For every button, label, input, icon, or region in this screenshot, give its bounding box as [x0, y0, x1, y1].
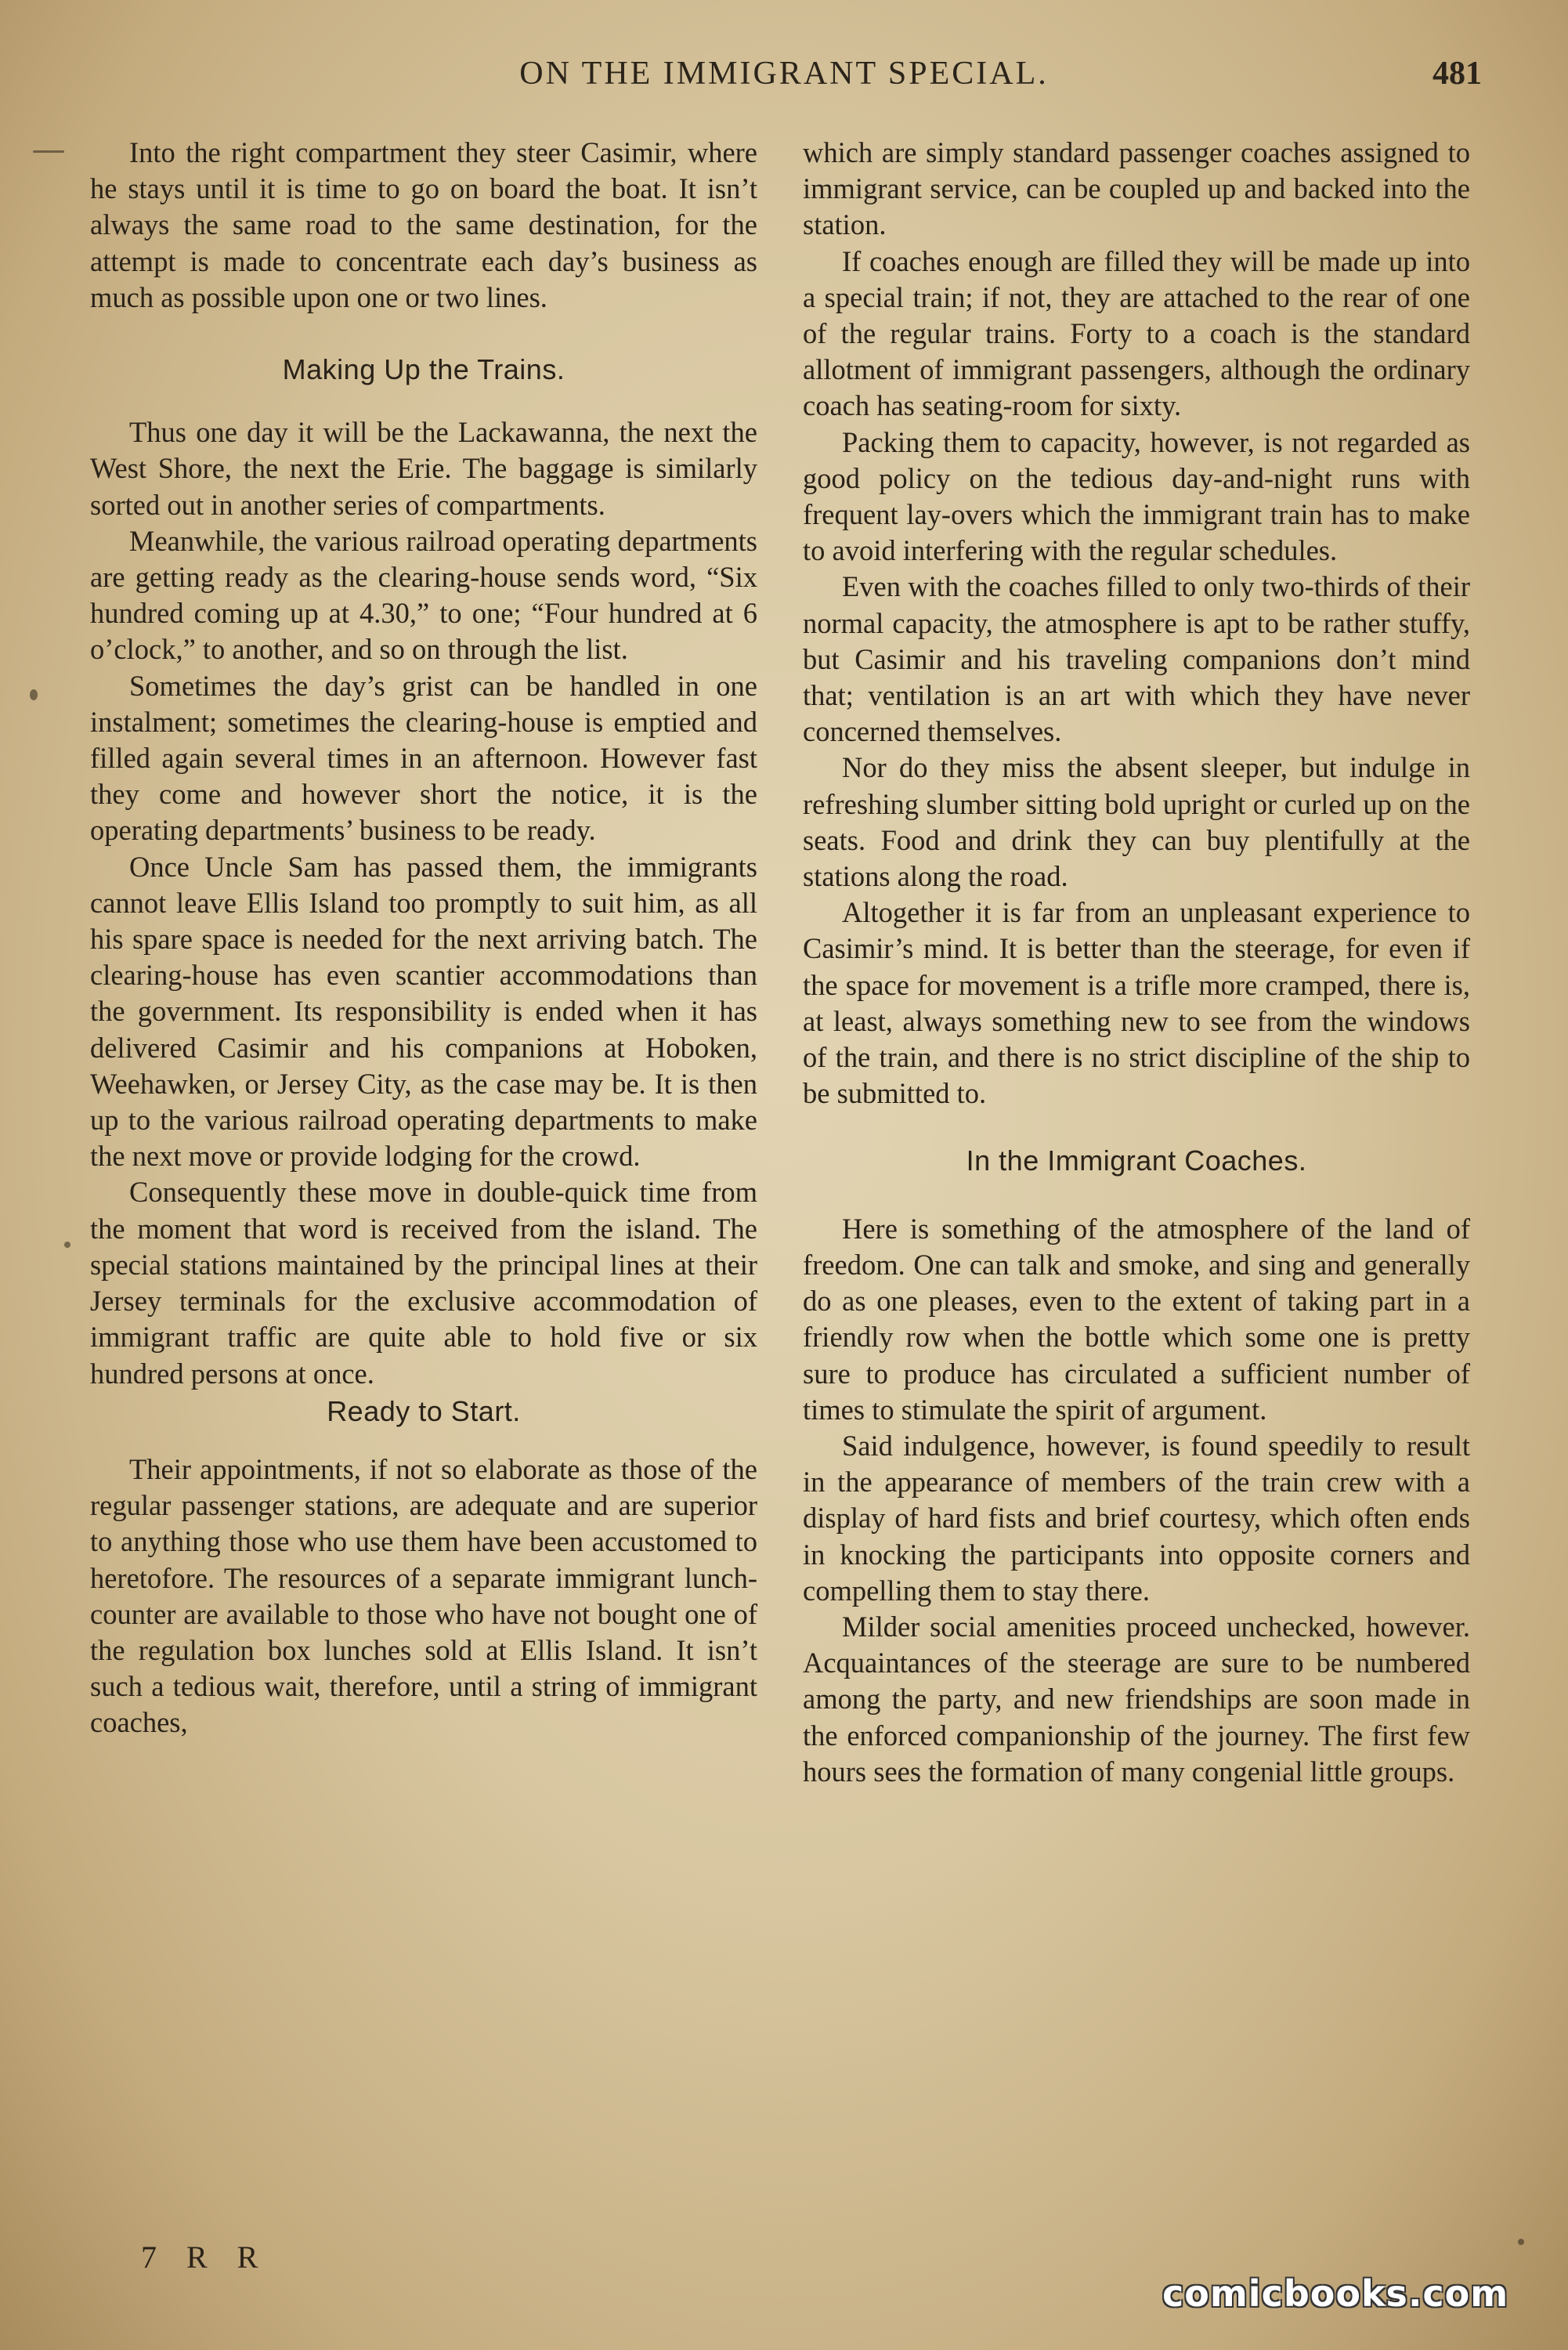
watermark-text: comicbooks.com: [1162, 2272, 1509, 2315]
left-column: [90, 135, 757, 1741]
right-column: [803, 135, 1470, 1790]
paragraph: Consequently these move in double-quick time from the moment that word is received from the island. The special stations maintained by the principal lines at their Jersey terminals for the exclusive accommodation of immigrant traffic are quite able to hold five or six hundred persons at once.: [90, 1176, 757, 1390]
ink-speck: [64, 1242, 70, 1248]
paragraph: Their appointments, if not so elaborate as those of the regular passenger stations, are adequate and are superior to anything those who use them have been accustomed to heretofore. The resources of a separate immigrant lunch-counter are available to those who have not bought one of the regulation box lunches sold at Ellis Island. It isn’t such a tedious wait, therefore, until a string of immigrant coaches,: [90, 1452, 757, 1739]
paragraph: Said indulgence, however, is found speedily to result in the appearance of members of the train crew with a display of hard fists and brief courtesy, which often ends in knocking the participants into opposite corners and compelling them to stay there.: [803, 1429, 1470, 1607]
paragraph: Here is something of the atmosphere of the land of freedom. One can talk and smoke, and sing and generally do as one pleases, even to the extent of taking part in a friendly row when the bottle which some one is pretty sure to produce has circulated a sufficient number of times to stimulate the spirit of argument.: [803, 1212, 1470, 1426]
section-heading: In the Immigrant Coaches.: [966, 1144, 1307, 1177]
section-heading: Ready to Start.: [327, 1394, 521, 1427]
paragraph: Nor do they miss the absent sleeper, but indulge in refreshing slumber sitting bold upright or curled up on the seats. Food and drink they can buy plentifully at the stations along the road.: [803, 751, 1470, 893]
section-heading: Making Up the Trains.: [282, 353, 565, 386]
paragraph: Altogether it is far from an unpleasant experience to Casimir’s mind. It is better than the steerage, for even if the space for movement is a trifle more cramped, there is, at least, always something new to see from the windows of the train, and there is no strict discipline of the ship to be submitted to.: [803, 896, 1470, 1110]
ink-speck: [33, 150, 64, 153]
paragraph: Once Uncle Sam has passed them, the immigrants cannot leave Ellis Island too promptly to suit him, as all his spare space is needed for the next arriving batch. The clearing-house has even scantier accommodations than the government. Its responsibility is ended when it has delivered Casimir and his companions at Hoboken, Weehawken, or Jersey City, as the case may be. It is then up to the various railroad operating departments to make the next move or provide lodging for the crowd.: [90, 850, 757, 1173]
paragraph: If coaches enough are filled they will be made up into a special train; if not, they are attached to the rear of one of the regular trains. Forty to a coach is the standard allotment of immigrant passengers, although the ordinary coach has seating-room for sixty.: [803, 244, 1470, 422]
running-title: ON THE IMMIGRANT SPECIAL.: [519, 56, 1049, 92]
paragraph: Into the right compartment they steer Casimir, where he stays until it is time to go on board the boat. It isn’t always the same road to the same destination, for the attempt is made to concentrate each day’s business as much as possible upon one or two lines.: [90, 136, 757, 313]
paragraph: Packing them to capacity, however, is not regarded as good policy on the tedious day-and-night runs with frequent lay-overs which the immigrant train has to make to avoid interfering with the regular schedules.: [803, 425, 1470, 567]
paragraph: Even with the coaches filled to only two-thirds of their normal capacity, the atmosphere is apt to be rather stuffy, but Casimir and his traveling companions don’t mind that; ventilation is an art with which they have never concerned themselves.: [803, 570, 1470, 748]
page-number: 481: [1433, 56, 1482, 92]
ink-speck: [1518, 2239, 1524, 2245]
paragraph: Thus one day it will be the Lackawanna, the next the West Shore, the next the Erie. The baggage is similarly sorted out in another series of compartments.: [90, 416, 757, 521]
paragraph: Sometimes the day’s grist can be handled in one instalment; sometimes the clearing-house is emptied and filled again several times in an afternoon. However fast they come and however short the notice, it is the operating departments’ business to be ready.: [90, 669, 757, 847]
paragraph: which are simply standard passenger coaches assigned to immigrant service, can be coupled up and backed into the station.: [803, 136, 1470, 241]
signature-mark: 7 R R: [141, 2240, 269, 2275]
paragraph: Milder social amenities proceed unchecked, however. Acquaintances of the steerage are sure to be numbered among the party, and new friendships are soon made in the enforced companionship of the journey. The first few hours sees the formation of many congenial little groups.: [803, 1610, 1470, 1788]
ink-speck: [30, 689, 38, 700]
paragraph: Meanwhile, the various railroad operating departments are getting ready as the clearing-house sends word, “Six hundred coming up at 4.30,” to one; “Four hundred at 6 o’clock,” to another, and so on through the list.: [90, 524, 757, 666]
